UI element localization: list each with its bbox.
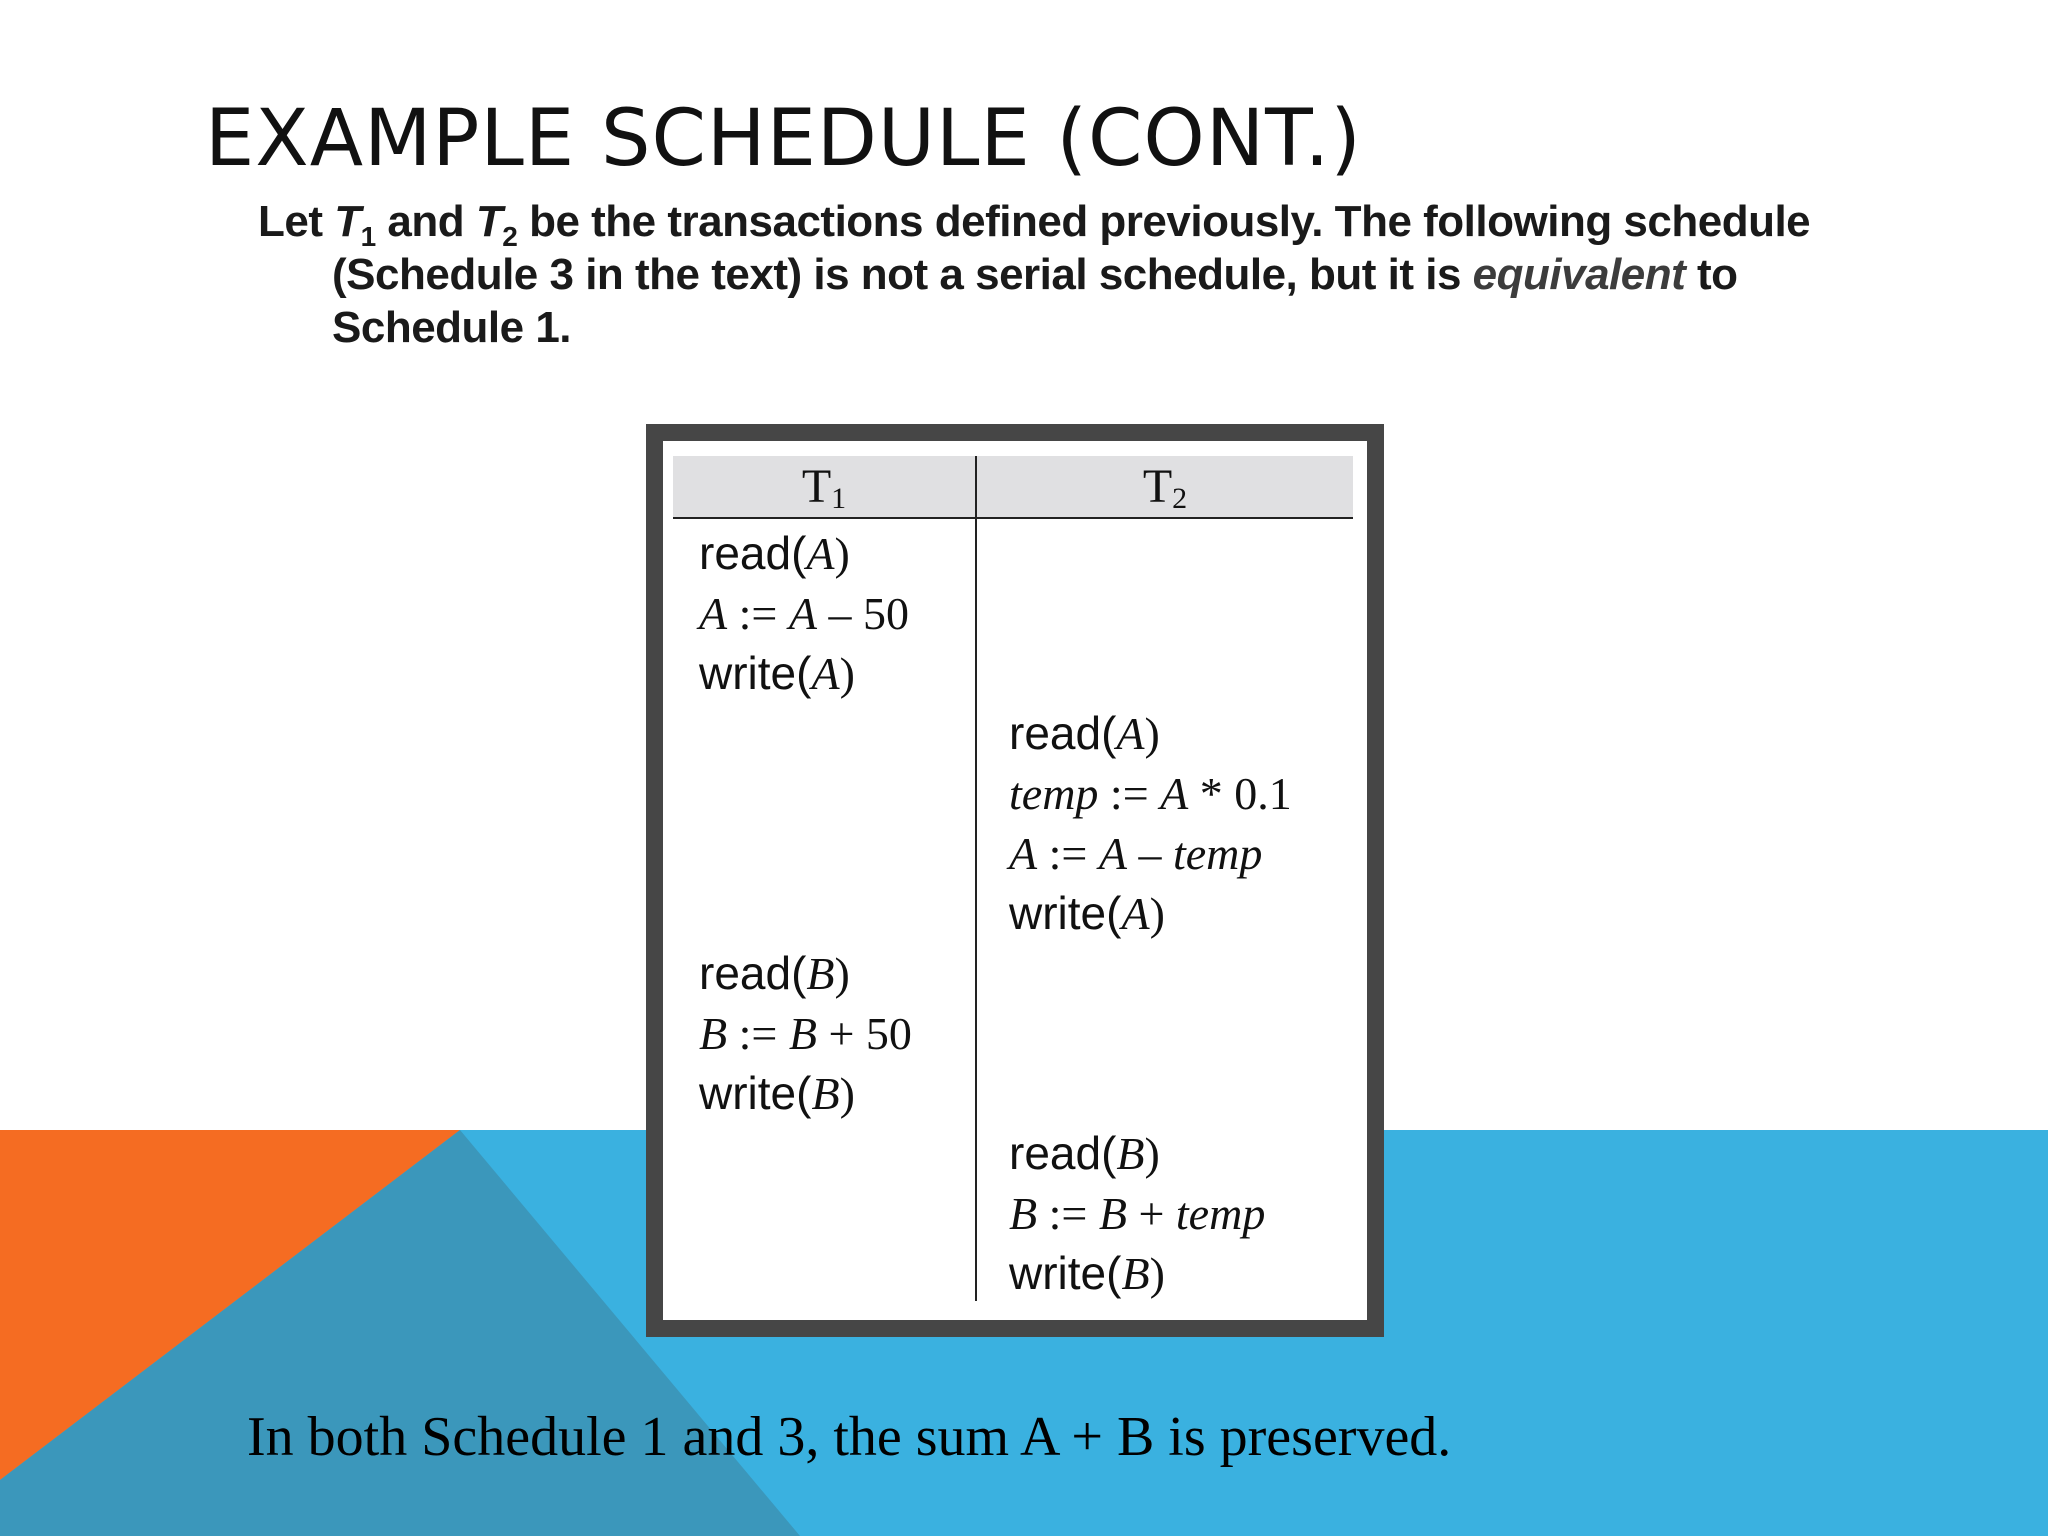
arg-text: A bbox=[806, 528, 835, 579]
lhs-text: temp bbox=[1009, 768, 1099, 819]
op-text: := bbox=[1037, 828, 1099, 879]
fn-text: read( bbox=[699, 947, 807, 999]
rhs-text: A bbox=[1098, 828, 1127, 879]
header-t1-name: T bbox=[801, 460, 832, 513]
arg-text: A bbox=[1121, 888, 1150, 939]
schedule-header-row bbox=[673, 456, 1353, 519]
t2-assign-b bbox=[1009, 1190, 1265, 1237]
value-text: 50 bbox=[862, 588, 909, 639]
paren-text: ) bbox=[1144, 1128, 1160, 1179]
op-text: := bbox=[727, 1008, 789, 1059]
intro-text-2: and bbox=[375, 197, 476, 246]
t2-write-a bbox=[1009, 887, 1165, 939]
t1-assign-a bbox=[699, 590, 909, 637]
plus-text: + bbox=[1126, 1188, 1176, 1239]
intro-text-3: be the transactions defined previously. The following schedule (Schedule 3 in the text) is not a serial schedule, but it is bbox=[332, 197, 1811, 299]
t1-subscript: 1 bbox=[360, 221, 376, 252]
header-t1-sub: 1 bbox=[831, 482, 847, 515]
paren-text: ) bbox=[839, 1068, 855, 1119]
schedule-table bbox=[673, 456, 1353, 1301]
paren-text: ) bbox=[1149, 1248, 1165, 1299]
arg-text: A bbox=[1116, 708, 1145, 759]
op-text: := bbox=[727, 588, 789, 639]
arg-text: A bbox=[811, 648, 840, 699]
value-text: 0.1 bbox=[1234, 768, 1292, 819]
t1-read-b bbox=[699, 947, 850, 999]
value-text: 50 bbox=[865, 1008, 912, 1059]
fn-text: write( bbox=[699, 1067, 812, 1119]
fn-text: write( bbox=[1009, 1247, 1122, 1299]
t1-symbol: T bbox=[334, 197, 361, 246]
times-text: * bbox=[1188, 768, 1235, 819]
t2-write-b bbox=[1009, 1247, 1165, 1299]
minus-text: – bbox=[816, 588, 863, 639]
lhs-text: A bbox=[1009, 828, 1038, 879]
arg-text: B bbox=[811, 1068, 840, 1119]
lhs-text: B bbox=[1009, 1188, 1038, 1239]
fn-text: write( bbox=[1009, 887, 1122, 939]
t2-read-a bbox=[1009, 707, 1160, 759]
t2-subscript: 2 bbox=[502, 221, 518, 252]
value-text: temp bbox=[1172, 828, 1263, 879]
value-text: temp bbox=[1175, 1188, 1266, 1239]
t2-temp-assign bbox=[1009, 770, 1292, 817]
intro-text-1: Let bbox=[258, 197, 335, 246]
fn-text: write( bbox=[699, 647, 812, 699]
rhs-text: A bbox=[1160, 768, 1189, 819]
op-text: := bbox=[1098, 768, 1161, 819]
fn-text: read( bbox=[1009, 1127, 1117, 1179]
header-t2 bbox=[977, 456, 1353, 517]
header-t2-sub: 2 bbox=[1172, 482, 1188, 515]
rhs-text: B bbox=[788, 1008, 817, 1059]
fn-text: read( bbox=[699, 527, 807, 579]
slide-caption: In both Schedule 1 and 3, the sum A + B is preserved. bbox=[247, 1406, 1452, 1468]
arg-text: B bbox=[1116, 1128, 1145, 1179]
column-divider bbox=[975, 456, 977, 1301]
t2-symbol: T bbox=[475, 197, 503, 246]
intro-text-4: to Schedule 1. bbox=[332, 250, 1738, 352]
op-text: := bbox=[1037, 1188, 1099, 1239]
t2-assign-a bbox=[1009, 830, 1262, 877]
t1-write-a bbox=[699, 647, 855, 699]
t1-assign-b bbox=[699, 1010, 912, 1057]
paren-text: ) bbox=[834, 948, 850, 999]
slide-title: EXAMPLE SCHEDULE (CONT.) bbox=[205, 94, 1362, 184]
t1-write-b bbox=[699, 1067, 855, 1119]
paren-text: ) bbox=[839, 648, 855, 699]
paren-text: ) bbox=[834, 528, 850, 579]
t1-read-a bbox=[699, 527, 850, 579]
rhs-text: B bbox=[1098, 1188, 1127, 1239]
plus-text: + bbox=[816, 1008, 866, 1059]
fn-text: read( bbox=[1009, 707, 1117, 759]
paren-text: ) bbox=[1149, 888, 1165, 939]
arg-text: B bbox=[1121, 1248, 1150, 1299]
lhs-text: A bbox=[699, 588, 728, 639]
equivalent-emphasis: equivalent bbox=[1472, 250, 1686, 299]
rhs-text: A bbox=[788, 588, 817, 639]
intro-paragraph bbox=[258, 195, 1832, 354]
t2-read-b bbox=[1009, 1127, 1160, 1179]
paren-text: ) bbox=[1144, 708, 1160, 759]
arg-text: B bbox=[806, 948, 835, 999]
minus-text: – bbox=[1126, 828, 1173, 879]
lhs-text: B bbox=[699, 1008, 728, 1059]
header-t1 bbox=[673, 456, 975, 517]
header-t2-name: T bbox=[1142, 460, 1173, 513]
